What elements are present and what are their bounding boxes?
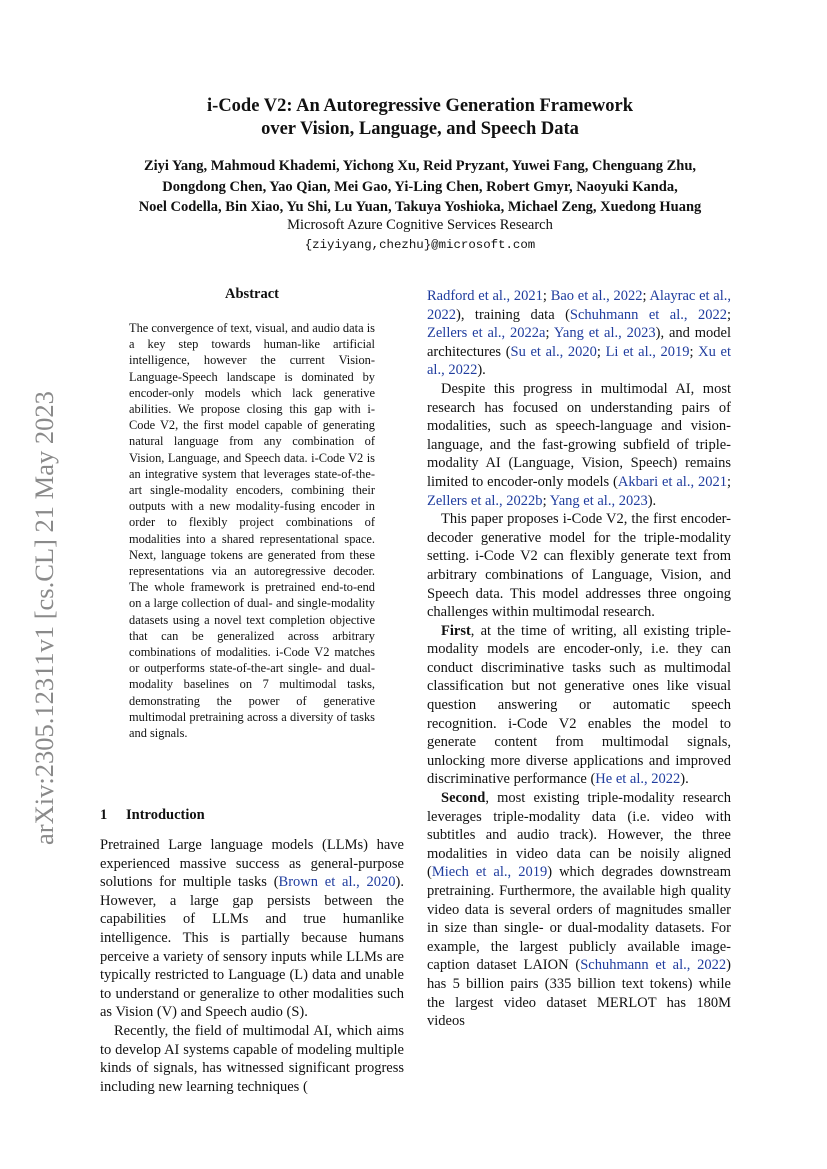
citation-link[interactable]: Bao et al., 2022 [550,288,643,304]
citation-link[interactable]: Su et al., 2020 [510,343,597,360]
intro-paragraph-1 [100,836,404,1022]
citation-link[interactable]: Schuhmann et al., 2022 [569,306,727,323]
intro-paragraph-6 [427,789,731,1031]
title-line-2: over Vision, Language, and Speech Data [261,119,579,139]
title-line-1: i-Code V2: An Autoregressive Generation Framework [207,96,633,116]
text-run: ; [542,288,551,304]
text-run: ; [689,343,699,360]
citation-link[interactable]: Radford et al., 2021 [427,288,543,304]
paper-title [100,95,740,141]
text-run: ), and model architectures ( [427,325,732,360]
affiliation: Microsoft Azure Cognitive Services Research [287,217,553,233]
author-line-2: Dongdong Chen, Yao Qian, Mei Gao, Yi-Ling Chen, Robert Gmyr, Naoyuki Kanda, [162,178,678,195]
text-run: ; [726,306,731,323]
text-run: ; [542,492,550,509]
text-run: ) has 5 billion pairs (335 billion text tokens) while the largest video dataset MERLOT has 180M videos [427,957,731,1030]
text-run: ), training data ( [456,306,570,323]
text-run: , most existing triple-modality research leverages triple-modality data (i.e. video with subtitles and audio track). However, the three modalities in video data can be noisily aligned ( [427,790,731,881]
intro-paragraph-2-continued [427,287,731,380]
text-run: ; [596,343,606,360]
author-line-3: Noel Codella, Bin Xiao, Yu Shi, Lu Yuan, Takuya Yoshioka, Michael Zeng, Xuedong Huang [138,199,702,215]
citation-link[interactable]: Zellers et al., 2022a [427,325,546,342]
text-run: ). [647,492,657,509]
citation-link[interactable]: Akbari et al., 2021 [617,473,727,490]
text-run: ) which degrades downstream pretraining. Furthermore, the available high quality video data is several orders of magnitudes smaller in size than single- or dual-modality datasets. For example, the largest publicly available image-caption dataset LAION ( [427,864,731,974]
author-line-1: Ziyi Yang, Mahmoud Khademi, Yichong Xu, Reid Pryzant, Yuwei Fang, Chenguang Zhu, [143,158,697,174]
section-heading-introduction [100,806,404,824]
intro-paragraph-4: This paper proposes i-Code V2, the first encoder-decoder generative model for the triple-modality setting. i-Code V2 can flexibly generate text from arbitrary combinations of Language, Vision, and Speech data. This model addresses three ongoing challenges within multimodal research. [427,511,731,621]
contact-email: {ziyiyang,chezhu}@microsoft.com [304,238,536,252]
text-run: , at the time of writing, all existing triple-modality models are encoder-only, i.e. they can conduct discriminative tasks such as multimodal classification but not generative ones like visual question answering or automatic speech recognition. i-Code V2 enables the model to generate content from multimodal signals, unlocking more diverse applications and improved discriminative performance ( [427,622,731,788]
citation-link[interactable]: Alayrac et al., 2022 [427,288,731,323]
text-run: ; [726,473,731,490]
paragraph-lead-word: Second [441,790,486,807]
citation-link[interactable]: Li et al., 2019 [605,343,690,360]
left-column-body [100,836,404,1096]
abstract-text: The convergence of text, visual, and audio data is a key step towards human-like artificial intelligence, however the current Vision-Language-Speech landscape is dominated by encoder-only models which lack generative abilities. We propose closing this gap with i-Code V2, the first model capable of generating natural language from any combination of Vision, Language, and Speech data. i-Code V2 is an integrative system that leverages state-of-the-art single-modality encoders, combining their outputs with a new modality-fusing encoder in order to flexibly project combinations of modalities into a shared representational space. Next, language tokens are generated from these representations via an autoregressive decoder. The whole framework is pretrained end-to-end on a large collection of dual- and single-modality datasets using a novel text completion objective that can be generalized across arbitrary combinations of modalities. i-Code V2 matches or outperforms state-of-the-art single- and dual-modality baselines on 7 multimodal tasks, demonstrating the power of generative multimodal pretraining across a diversity of tasks and signals. [129,321,375,741]
text-run: Pretrained Large language models (LLMs) have experienced massive success as general-purpose solutions for multiple tasks ( [100,837,404,891]
text-run: ; [642,288,650,304]
section-title: Introduction [126,807,205,823]
citation-link[interactable]: Yang et al., 2023 [553,325,656,342]
text-run: ). [680,771,689,788]
arxiv-identifier-stamp: arXiv:2305.12311v1 [cs.CL] 21 May 2023 [29,391,59,845]
text-run: ). However, a large gap persists between the capabilities of LLMs and true humanlike intelligence. This is partially because humans perceive a variety of sensory inputs while LLMs are typically restricted to Language (L) data and unable to understand or generalize to other modalities such as Vision (V) and Speech audio (S). [100,874,404,1021]
text-run: ). [477,362,486,379]
text-run: ; [545,325,554,342]
right-column-body [427,287,731,1031]
author-list [90,156,750,218]
intro-paragraph-5 [427,622,731,789]
citation-link[interactable]: Xu et al., 2022 [427,343,731,379]
paragraph-lead-word: First [441,622,471,639]
section-number: 1 [100,807,108,823]
intro-paragraph-3 [427,380,731,510]
citation-link[interactable]: He et al., 2022 [595,771,681,788]
abstract-heading: Abstract [225,286,279,302]
intro-paragraph-2-start: Recently, the field of multimodal AI, which aims to develop AI systems capable of modeling multiple kinds of signals, has witnessed significant progress including new learning techniques ( [100,1022,404,1095]
citation-link[interactable]: Schuhmann et al., 2022 [580,957,727,974]
citation-link[interactable]: Yang et al., 2023 [549,492,648,509]
citation-link[interactable]: Brown et al., 2020 [278,874,396,891]
citation-link[interactable]: Miech et al., 2019 [431,864,548,881]
citation-link[interactable]: Zellers et al., 2022b [427,492,543,509]
text-run: Despite this progress in multimodal AI, most research has focused on understanding pairs of modalities, such as speech-language and vision-language, and the fast-growing subfield of triple-modality AI (Language, Vision, Speech) remains limited to encoder-only models ( [427,380,731,490]
